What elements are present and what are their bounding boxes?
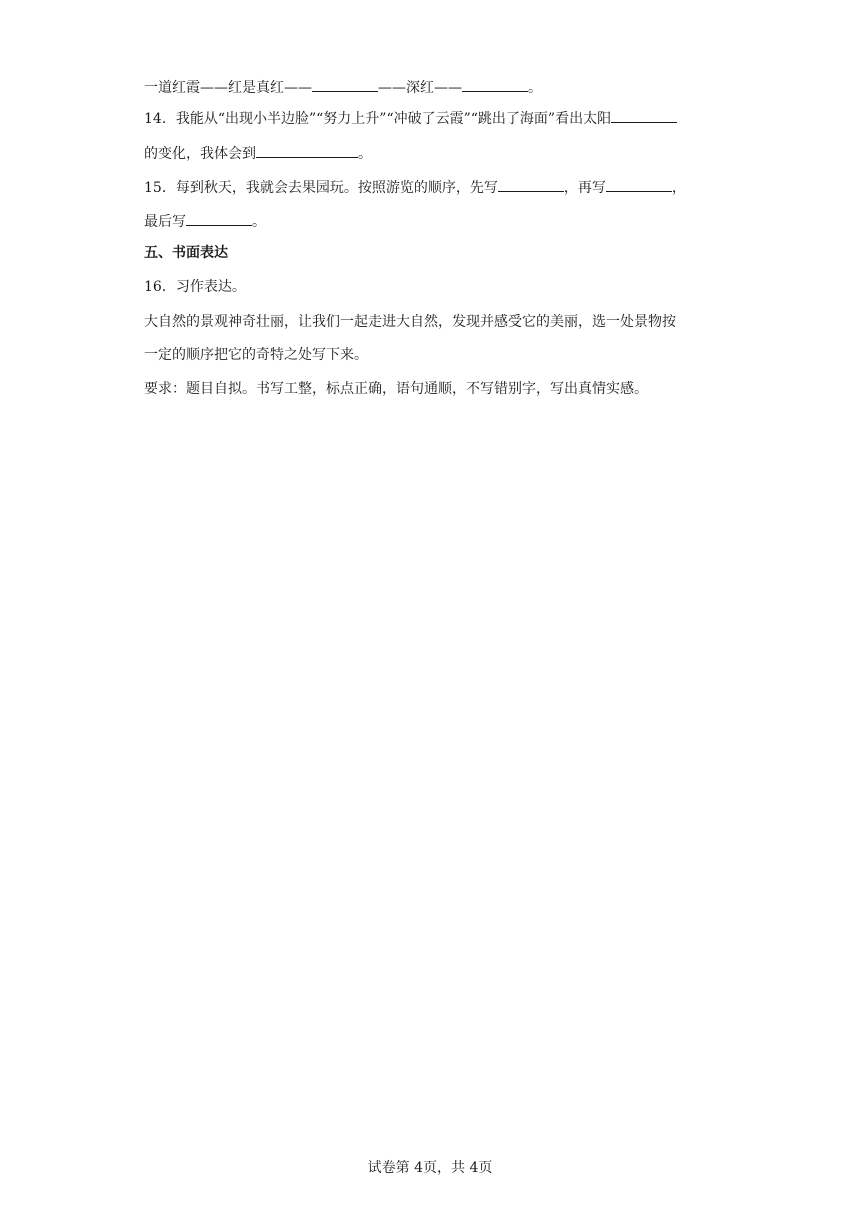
answer-blank[interactable] [256, 142, 358, 158]
question-15-line2 [144, 210, 266, 230]
answer-blank[interactable] [498, 176, 564, 192]
q15-text-e: 。 [252, 214, 266, 230]
question-15-line1 [144, 176, 686, 196]
answer-blank[interactable] [312, 76, 378, 92]
question-16-prompt-line1: 大自然的景观神奇壮丽，让我们一起走进大自然，发现并感受它的美丽，选一处景物按 [144, 314, 676, 330]
q13-text-part2: ——深红—— [378, 80, 462, 96]
q14-text-a: 的变化，我体会到 [144, 146, 256, 162]
answer-blank[interactable] [606, 176, 672, 192]
q13-text-part3: 。 [528, 80, 542, 96]
question-13-continuation [144, 76, 542, 96]
q15-text-c: ， [671, 180, 686, 196]
q14-text-b: 。 [358, 146, 372, 162]
question-14-line1 [144, 107, 677, 127]
q15-text-b: ，再写 [563, 180, 606, 196]
q15-text-d: 最后写 [144, 214, 186, 230]
q15-text-a: 15．每到秋天，我就会去果园玩。按照游览的顺序，先写 [144, 180, 498, 196]
question-14-line2 [144, 142, 372, 162]
answer-blank[interactable] [186, 210, 252, 226]
page-footer: 试卷第 4页，共 4页 [367, 1160, 493, 1176]
answer-blank[interactable] [611, 107, 677, 123]
q13-text-part1: 一道红霞——红是真红—— [144, 80, 312, 96]
answer-blank[interactable] [462, 76, 528, 92]
q14-text: 14．我能从“出现小半边脸”“努力上升”“冲破了云霞”“跳出了海面”看出太阳 [144, 111, 612, 127]
question-16-requirements: 要求：题目自拟。书写工整，标点正确，语句通顺，不写错别字，写出真情实感。 [144, 381, 648, 397]
question-16-prompt-line2: 一定的顺序把它的奇特之处写下来。 [144, 347, 368, 363]
question-16-title: 16．习作表达。 [144, 279, 246, 295]
section-heading: 五、书面表达 [144, 245, 228, 261]
